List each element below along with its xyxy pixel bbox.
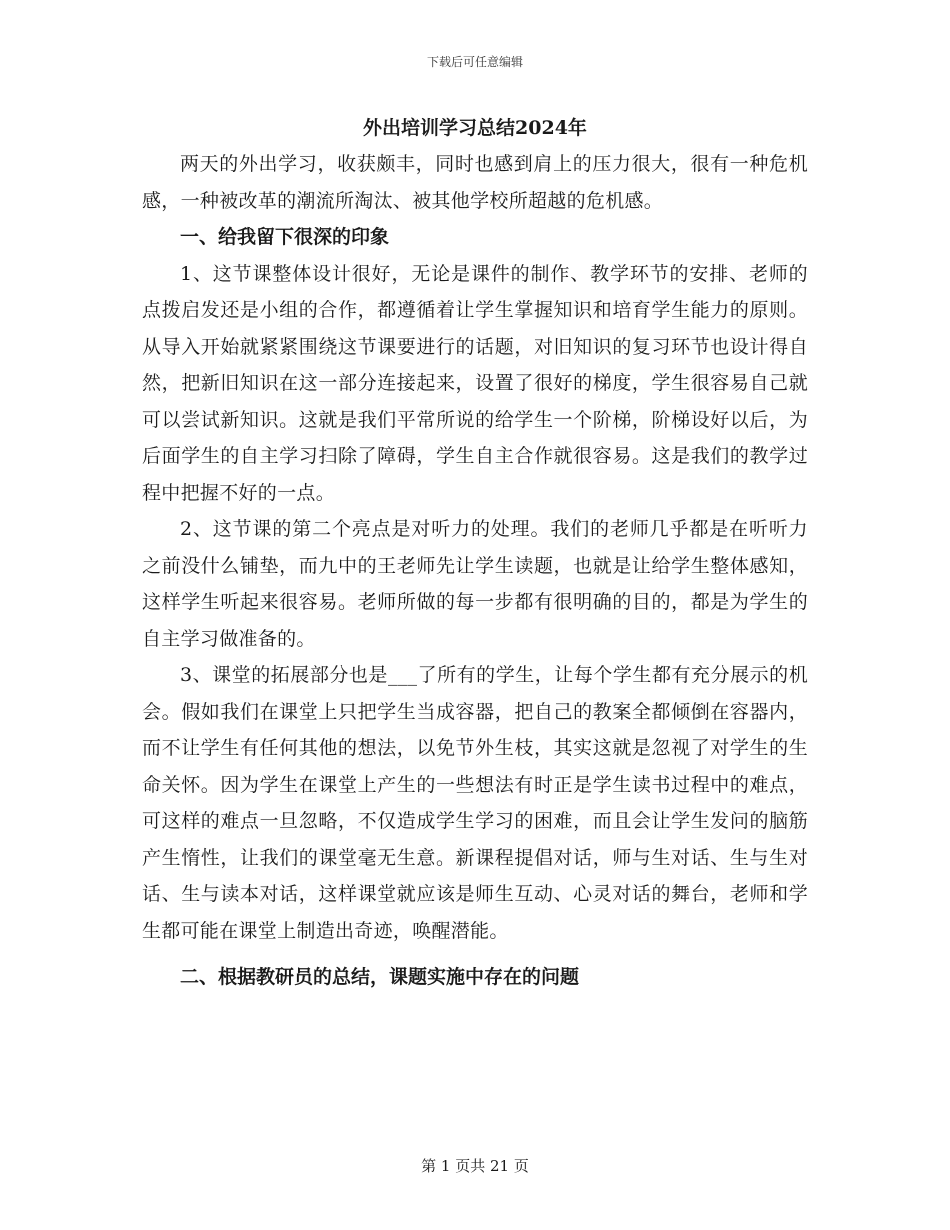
paragraph-1: 1、这节课整体设计很好，无论是课件的制作、教学环节的安排、老师的点拨启发还是小组的合作，都遵循着让学生掌握知识和培育学生能力的原则。从导入开始就紧紧围绕这节课要进行的话题，对旧知识的复习环节也设计得自然，把新旧知识在这一部分连接起来，设置了很好的梯度，学生很容易自己就可以尝试新知识。这就是我们平常所说的给学生一个阶梯，阶梯设好以后，为后面学生的自主学习扫除了障碍，学生自主合作就很容易。这是我们的教学过程中把握不好的一点。 (142, 262, 808, 504)
paragraph-2: 2、这节课的第二个亮点是对听力的处理。我们的老师几乎都是在听听力之前没什么铺垫，而九中的王老师先让学生读题，也就是让给学生整体感知，这样学生听起来很容易。老师所做的每一步都有很明确的目的，都是为学生的自主学习做准备的。 (142, 518, 808, 650)
section-heading-1: 一、给我留下很深的印象 (180, 226, 390, 248)
paragraph-3: 3、课堂的拓展部分也是___了所有的学生，让每个学生都有充分展示的机会。假如我们在课堂上只把学生当成容器，把自己的教案全都倾倒在容器内，而不让学生有任何其他的想法，以免节外生枝，其实这就是忽视了对学生的生命关怀。因为学生在课堂上产生的一些想法有时正是学生读书过程中的难点，可这样的难点一旦忽略，不仅造成学生学习的困难，而且会让学生发问的脑筋产生惰性，让我们的课堂毫无生意。新课程提倡对话，师与生对话、生与生对话、生与读本对话，这样课堂就应该是师生互动、心灵对话的舞台，老师和学生都可能在课堂上制造出奇迹，唤醒潜能。 (142, 664, 808, 942)
section-heading-2: 二、根据教研员的总结，课题实施中存在的问题 (180, 966, 580, 988)
document-body (142, 112, 808, 996)
page-header: 下载后可任意编辑 (426, 55, 523, 69)
intro-paragraph: 两天的外出学习，收获颇丰，同时也感到肩上的压力很大，很有一种危机感，一种被改革的潮流所淘汰、被其他学校所超越的危机感。 (142, 153, 808, 212)
document-title: 外出培训学习总结2024年 (363, 117, 587, 139)
page-footer: 第 1 页共 21 页 (421, 1157, 529, 1175)
